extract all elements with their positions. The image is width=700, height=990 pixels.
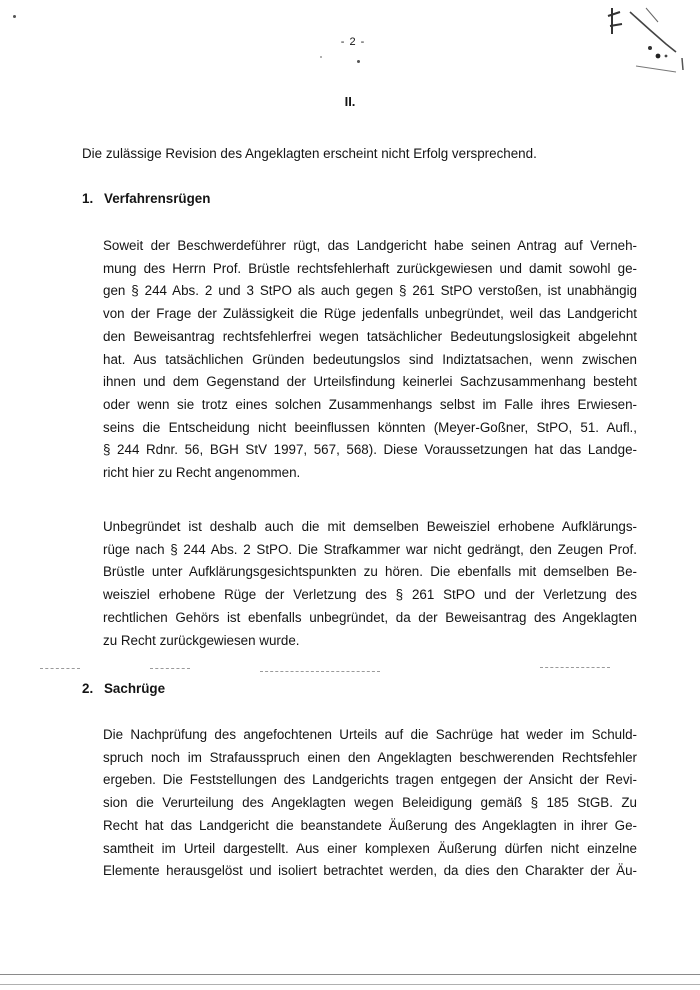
scan-artifact-line — [40, 668, 80, 670]
paragraph — [103, 724, 637, 883]
scan-artifact-line — [260, 671, 380, 673]
text-line: zu Recht zurückgewiesen wurde. — [103, 632, 300, 648]
text-line: oder wenn sie trotz eines solchen Zusammenhangs selbst im Falle ihres Erwiesen- — [103, 396, 637, 412]
text-line: Brüstle unter Aufklärungsgesichtspunkten zu hören. Die ebenfalls mit demselben Be- — [103, 564, 637, 580]
text-line: sion die Verurteilung des Angeklagten wegen Beleidigung gemäß § 185 StGB. Zu — [103, 795, 637, 811]
text-line: Unbegründet ist deshalb auch die mit demselben Beweisziel erhobene Aufklärungs- — [103, 519, 637, 534]
section-number: 2. — [82, 681, 94, 696]
text-line: rechtlichen Gehörs ist ebenfalls unbegründet, da der Beweisantrag des Angeklagten — [103, 609, 637, 625]
section-title: Sachrüge — [104, 681, 166, 696]
text-line: spruch noch im Strafausspruch einen den Angeklagten beschwerenden Rechtsfehler — [103, 749, 637, 765]
text-line: mung des Herrn Prof. Brüstle rechtsfehlerhaft zurückgewiesen und damit sowohl ge- — [103, 260, 637, 276]
text-line: weisziel erhobene Rüge der Verletzung des § 261 StPO und der Verletzung des — [103, 587, 637, 603]
page-number: - 2 - — [340, 36, 366, 48]
section-title: Verfahrensrügen — [104, 191, 211, 206]
stamp-mark — [606, 4, 686, 74]
paragraph — [103, 235, 637, 485]
text-line: richt hier zu Recht angenommen. — [103, 465, 301, 481]
text-line: den Beweisantrag rechtsfehlerfrei wegen tatsächlicher Bedeutungslosigkeit abgelehnt — [103, 328, 637, 344]
section-number: 1. — [82, 191, 94, 206]
text-line: Elemente herausgelöst und isoliert betrachtet werden, da dies den Charakter der Äu- — [103, 863, 637, 879]
text-line: rüge nach § 244 Abs. 2 StPO. Die Strafkammer war nicht gedrängt, den Zeugen Prof. — [103, 541, 637, 557]
intro-sentence: Die zulässige Revision des Angeklagten erscheint nicht Erfolg versprechend. — [82, 146, 537, 161]
section-numeral: II. — [344, 94, 356, 109]
text-line: samtheit im Urteil dargestellt. Aus einer komplexen Äußerung dürfen nicht einzelne — [103, 840, 637, 856]
text-line: § 244 Rdnr. 56, BGH StV 1997, 567, 568). Diese Voraussetzungen hat das Landge- — [103, 442, 637, 458]
section-heading — [82, 681, 165, 696]
text-line: Die Nachprüfung des angefochtenen Urteils auf die Sachrüge hat weder im Schuld- — [103, 727, 637, 742]
text-line: Recht hat das Landgericht die beanstandete Äußerung des Angeklagten in ihrer Ge- — [103, 817, 637, 833]
scan-bottom-edge — [0, 984, 700, 985]
text-line: ergeben. Die Feststellungen des Landgerichts tragen entgegen der Ansicht der Revi- — [103, 772, 637, 788]
text-line: ihnen und dem Gegenstand der Urteilsfindung keinerlei Sachzusammenhang besteht — [103, 374, 637, 390]
scan-speck — [320, 56, 322, 58]
scan-speck — [357, 60, 360, 63]
text-line: seins die Entscheidung nicht beeinflussen könnten (Meyer-Goßner, StPO, 51. Aufl., — [103, 419, 637, 435]
section-heading — [82, 191, 210, 206]
scan-artifact-line — [150, 668, 190, 670]
scan-bottom-edge — [0, 974, 700, 975]
text-line: hat. Aus tatsächlichen Gründen bedeutungslos sind Indiztatsachen, wenn zwischen — [103, 351, 637, 367]
paragraph — [103, 516, 637, 652]
scan-artifact-line — [540, 667, 610, 669]
scan-speck — [13, 15, 16, 18]
text-line: gen § 244 Abs. 2 und 3 StPO als auch gegen § 261 StPO verstoßen, ist unabhängig — [103, 283, 637, 299]
text-line: Soweit der Beschwerdeführer rügt, das Landgericht habe seinen Antrag auf Verneh- — [103, 238, 637, 253]
text-line: von der Frage der Zulässigkeit die Rüge jedenfalls unbegründet, weil das Landgericht — [103, 306, 637, 322]
